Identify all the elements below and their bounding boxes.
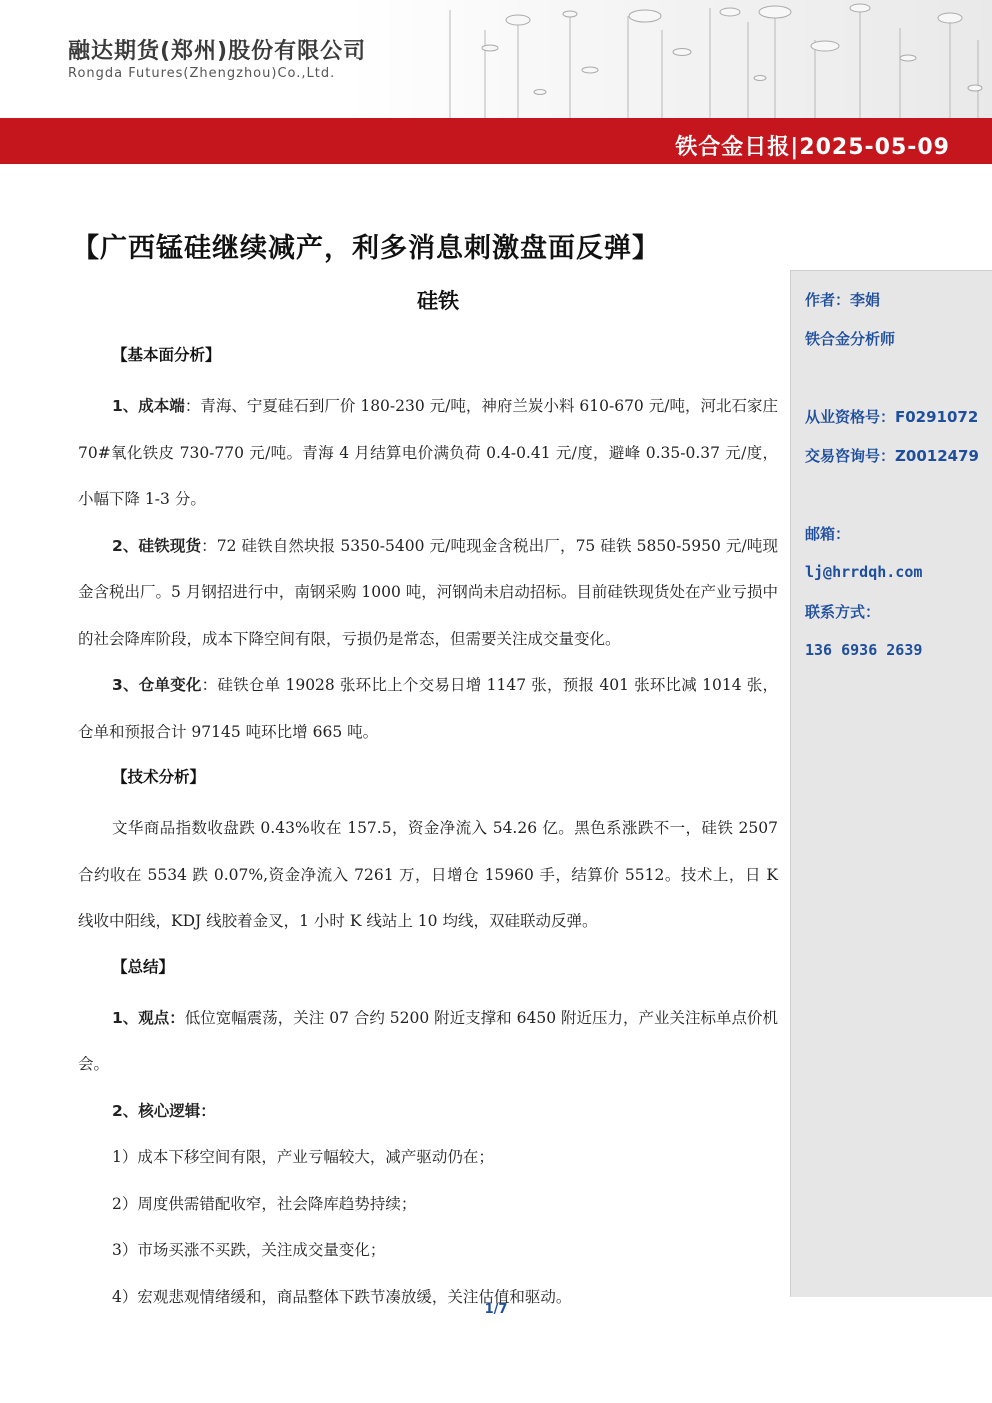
email-address[interactable]: lj@hrrdqh.com: [805, 563, 923, 581]
company-name-en: Rongda Futures(Zhengzhou)Co.,Ltd.: [68, 66, 336, 81]
report-title: 铁合金日报|2025-05-09: [675, 135, 950, 160]
cost-paragraph: [78, 383, 778, 523]
page-header: [0, 0, 992, 118]
logic-item: 2）周度供需错配收窄，社会降库趋势持续；: [112, 1194, 417, 1213]
phone-number: 136 6936 2639: [805, 641, 923, 659]
page-number: 1/7: [484, 1302, 508, 1317]
warehouse-paragraph: [78, 662, 778, 755]
consult-number: 交易咨询号：Z0012479: [805, 447, 979, 465]
main-title: 【广西锰硅继续减产，利多消息刺激盘面反弹】: [72, 233, 660, 264]
technical-heading: 【技术分析】: [112, 768, 206, 786]
paragraph-lead: 2、硅铁现货: [112, 536, 202, 555]
qualification-number: 从业资格号：F0291072: [805, 408, 979, 426]
technical-paragraph: 文华商品指数收盘跌 0.43%收在 157.5，资金净流入 54.26 亿。黑色系涨跌不一，硅铁 2507 合约收在 5534 跌 0.07%,资金净流入 7261 万，日增仓 15960 手，结算价 5512。技术上，日 K 线收中阳线，KDJ 线胶着金叉，1 小时 K 线站上 10 均线，双硅联动反弹。: [78, 819, 778, 930]
email-label: 邮箱：: [805, 525, 851, 543]
view-paragraph: [78, 995, 778, 1088]
logic-item: 3）市场买涨不买跌，关注成交量变化；: [112, 1241, 386, 1259]
paragraph-text: ：青海、宁夏硅石到厂价 180-230 元/吨，神府兰炭小料 610-670 元/吨，河北石家庄 70#氧化铁皮 730-770 元/吨。青海 4 月结算电价满负荷 0.4-0.41 元/度，避峰 0.35-0.37 元/度，小幅下降 1-3 分。: [78, 397, 778, 508]
author-name: 作者：李娟: [805, 291, 881, 309]
fundamental-heading: 【基本面分析】: [112, 346, 221, 364]
paragraph-lead: 1、成本端: [112, 397, 185, 415]
summary-heading: 【总结】: [112, 957, 175, 976]
paragraph-text: ：硅铁仓单 19028 张环比上个交易日增 1147 张，预报 401 张环比减 1014 张，仓单和预报合计 97145 吨环比增 665 吨。: [78, 676, 778, 741]
paragraph-lead: 1、观点：: [112, 1008, 185, 1027]
contact-label: 联系方式：: [805, 603, 881, 621]
commodity-title: 硅铁: [417, 289, 459, 313]
company-name-cn: 融达期货(郑州)股份有限公司: [68, 39, 367, 64]
logic-item: 1）成本下移空间有限，产业亏幅较大，减产驱动仍在；: [112, 1148, 494, 1166]
paragraph-text: 低位宽幅震荡，关注 07 合约 5200 附近支撑和 6450 附近压力，产业关注标单点价机会。: [78, 1008, 778, 1073]
spot-paragraph: [78, 523, 778, 663]
report-body: [78, 285, 778, 1320]
paragraph-lead: 3、仓单变化: [112, 676, 202, 694]
author-role: 铁合金分析师: [805, 330, 896, 348]
logic-item: 4）宏观悲观情绪缓和，商品整体下跌节凑放缓，关注估值和驱动。: [112, 1287, 572, 1306]
logic-heading: 2、核心逻辑：: [112, 1101, 216, 1120]
paragraph-text: ：72 硅铁自然块报 5350-5400 元/吨现金含税出厂，75 硅铁 5850-5950 元/吨现金含税出厂。5 月钢招进行中，南钢采购 1000 吨，河钢尚未启动招标。目前硅铁现货处在产业亏损中的社会降库阶段，成本下降空间有限，亏损仍是常态，但需要关注成交量变化。: [78, 536, 778, 648]
header-decoration: [430, 0, 992, 118]
author-sidebar: [790, 270, 992, 1297]
